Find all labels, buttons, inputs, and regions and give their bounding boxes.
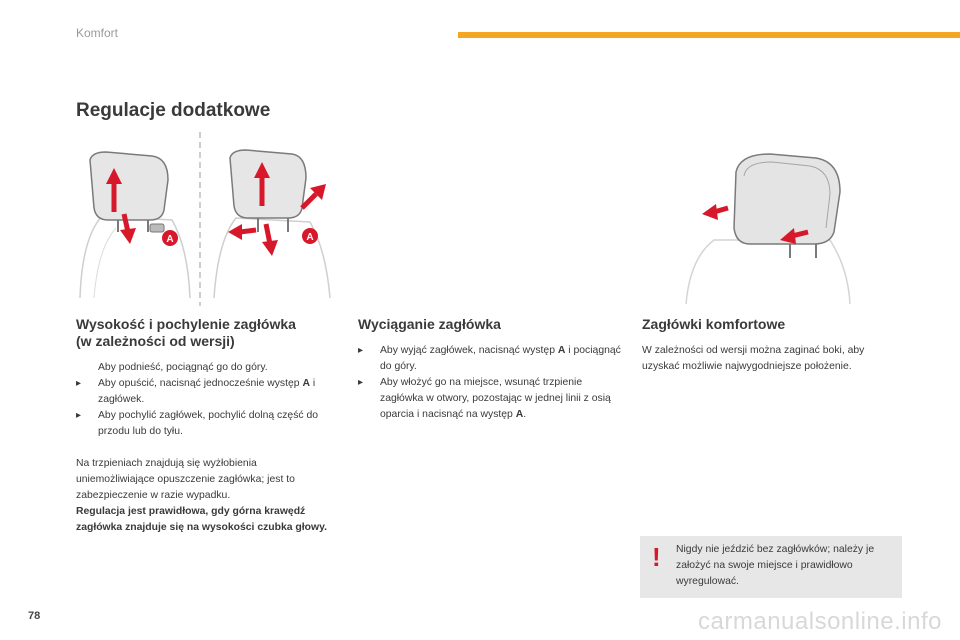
- page-number: 78: [28, 610, 41, 622]
- svg-text:A: A: [166, 234, 174, 245]
- height-tilt-section: [76, 316, 336, 536]
- page-title: Regulacje dodatkowe: [76, 100, 271, 121]
- header-accent-bar: [458, 32, 960, 38]
- list-item: ▸ Aby opuścić, nacisnąć jednocześnie występ A i zagłówek.: [76, 378, 316, 405]
- list-item: Aby podnieść, pociągnąć go do góry.: [98, 362, 268, 373]
- comfort-headrest-illustration: [680, 148, 856, 308]
- removal-section: [358, 316, 622, 439]
- safety-note: Na trzpieniach znajdują się wyżłobienia uniemożliwiające opuszczenie zagłówka; jest to zabezpieczenie w razie wypadku. Regulacja jest prawidłowa, gdy górna krawędź zagłówka znajduje się na wysokości czubka głowy.: [76, 458, 327, 533]
- list-item: ▸ Aby włożyć go na miejsce, wsunąć trzpienie zagłówka w otwory, pozostając w jednej linii z osią oparcia i nacisnąć na występ A.: [358, 377, 611, 420]
- removal-heading: Wyciąganie zagłówka: [358, 316, 501, 332]
- comfort-section: [642, 316, 902, 375]
- warning-text: Nigdy nie jeździć bez zagłówków; należy je założyć na swoje miejsce i prawidłowo wyregulować.: [676, 544, 875, 587]
- headrest-height-illustration: [72, 128, 198, 308]
- svg-text:A: A: [306, 232, 314, 243]
- list-item: ▸ Aby pochylić zagłówek, pochylić dolną część do przodu lub do tyłu.: [76, 410, 319, 437]
- height-tilt-heading: Wysokość i pochylenie zagłówka (w zależności od wersji): [76, 316, 296, 349]
- bullet-icon: ▸: [76, 410, 82, 421]
- headrest-removal-illustration: [206, 128, 340, 308]
- comfort-heading: Zagłówki komfortowe: [642, 316, 786, 332]
- watermark: carmanualsonline.info: [698, 608, 942, 635]
- warning-icon: !: [652, 542, 661, 572]
- bullet-icon: ▸: [358, 345, 364, 356]
- list-item: ▸ Aby wyjąć zagłówek, nacisnąć występ A i pociągnąć do góry.: [358, 345, 621, 372]
- section-label: Komfort: [76, 26, 119, 40]
- illustration-divider: [196, 132, 204, 306]
- bullet-icon: ▸: [358, 377, 364, 388]
- warning-box: [640, 536, 902, 598]
- comfort-text: W zależności od wersji można zaginać boki, aby uzyskać możliwie najwygodniejsze położenie.: [642, 345, 865, 372]
- bullet-icon: ▸: [76, 378, 82, 389]
